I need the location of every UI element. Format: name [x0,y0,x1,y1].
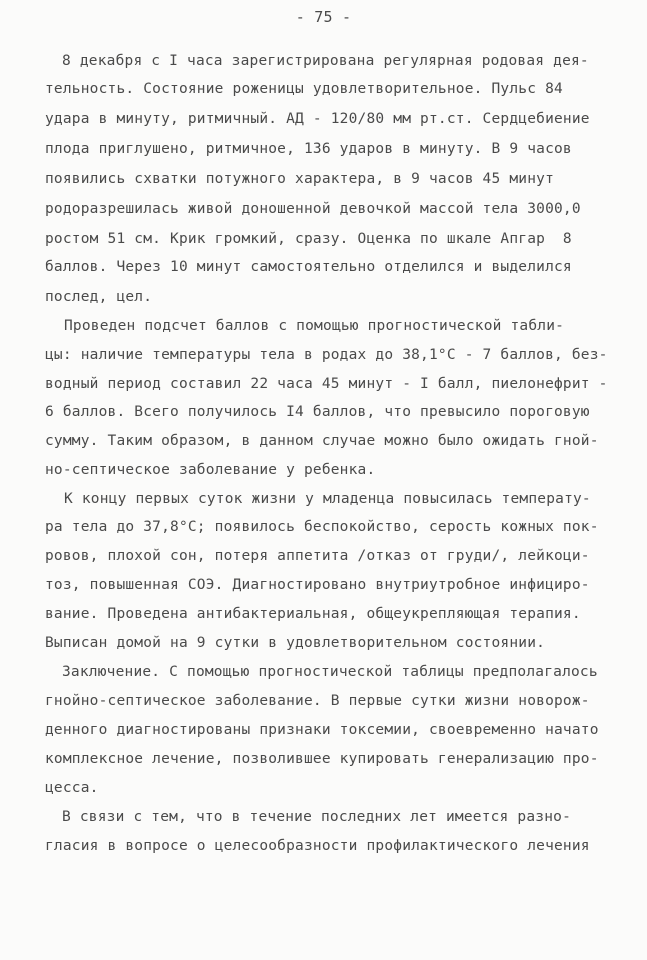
text-line: водный период составил 22 часа 45 минут - I балл, пиелонефрит - [45,376,608,392]
text-line: К концу первых суток жизни у младенца повысилась температу- [64,491,591,507]
text-line: удара в минуту, ритмичный. АД - 120/80 мм рт.ст. Сердцебиение [45,111,590,127]
text-line: ра тела до 37,8°C; появилось беспокойство, серость кожных пок- [45,519,599,535]
text-line: гнойно-септическое заболевание. В первые сутки жизни новорож- [45,693,590,709]
text-line: ростом 51 см. Крик громкий, сразу. Оценка по шкале Апгар 8 [45,231,572,247]
page-number: - 75 - [295,8,352,26]
text-line: тельность. Состояние роженицы удовлетворительное. Пульс 84 [45,81,563,97]
text-line: плода приглушено, ритмичное, 136 ударов в минуту. В 9 часов [45,141,572,157]
text-line: В связи с тем, что в течение последних лет имеется разно- [62,809,571,825]
text-line: 8 декабря с I часа зарегистрирована регулярная родовая дея- [62,53,589,69]
text-line: цесса. [45,780,99,796]
text-line: ровов, плохой сон, потеря аппетита /отказ от груди/, лейкоци- [45,548,590,564]
text-line: Проведен подсчет баллов с помощью прогностической табли- [64,318,565,334]
text-line: Заключение. С помощью прогностической таблицы предполагалось [62,664,598,680]
text-line: тоз, повышенная СОЭ. Диагностировано внутриутробное инфициро- [45,577,590,593]
text-line: вание. Проведена антибактериальная, общеукрепляющая терапия. [45,606,581,622]
text-line: цы: наличие температуры тела в родах до 38,1°C - 7 баллов, без- [45,347,608,363]
text-line: появились схватки потужного характера, в 9 часов 45 минут [45,171,554,187]
text-line: 6 баллов. Всего получилось I4 баллов, что превысило пороговую [45,404,590,420]
text-line: но-септическое заболевание у ребенка. [45,462,376,478]
text-line: денного диагностированы признаки токсемии, своевременно начато [45,722,599,738]
text-line: послед, цел. [45,289,153,305]
text-line: сумму. Таким образом, в данном случае можно было ожидать гной- [45,433,599,449]
text-line: Выписан домой на 9 сутки в удовлетворительном состоянии. [45,635,546,651]
text-line: баллов. Через 10 минут самостоятельно отделился и выделился [45,259,572,275]
text-line: комплексное лечение, позволившее купировать генерализацию про- [45,751,599,767]
text-line: родоразрешилась живой доношенной девочкой массой тела 3000,0 [45,201,581,217]
text-line: гласия в вопросе о целесообразности профилактического лечения [45,838,590,854]
